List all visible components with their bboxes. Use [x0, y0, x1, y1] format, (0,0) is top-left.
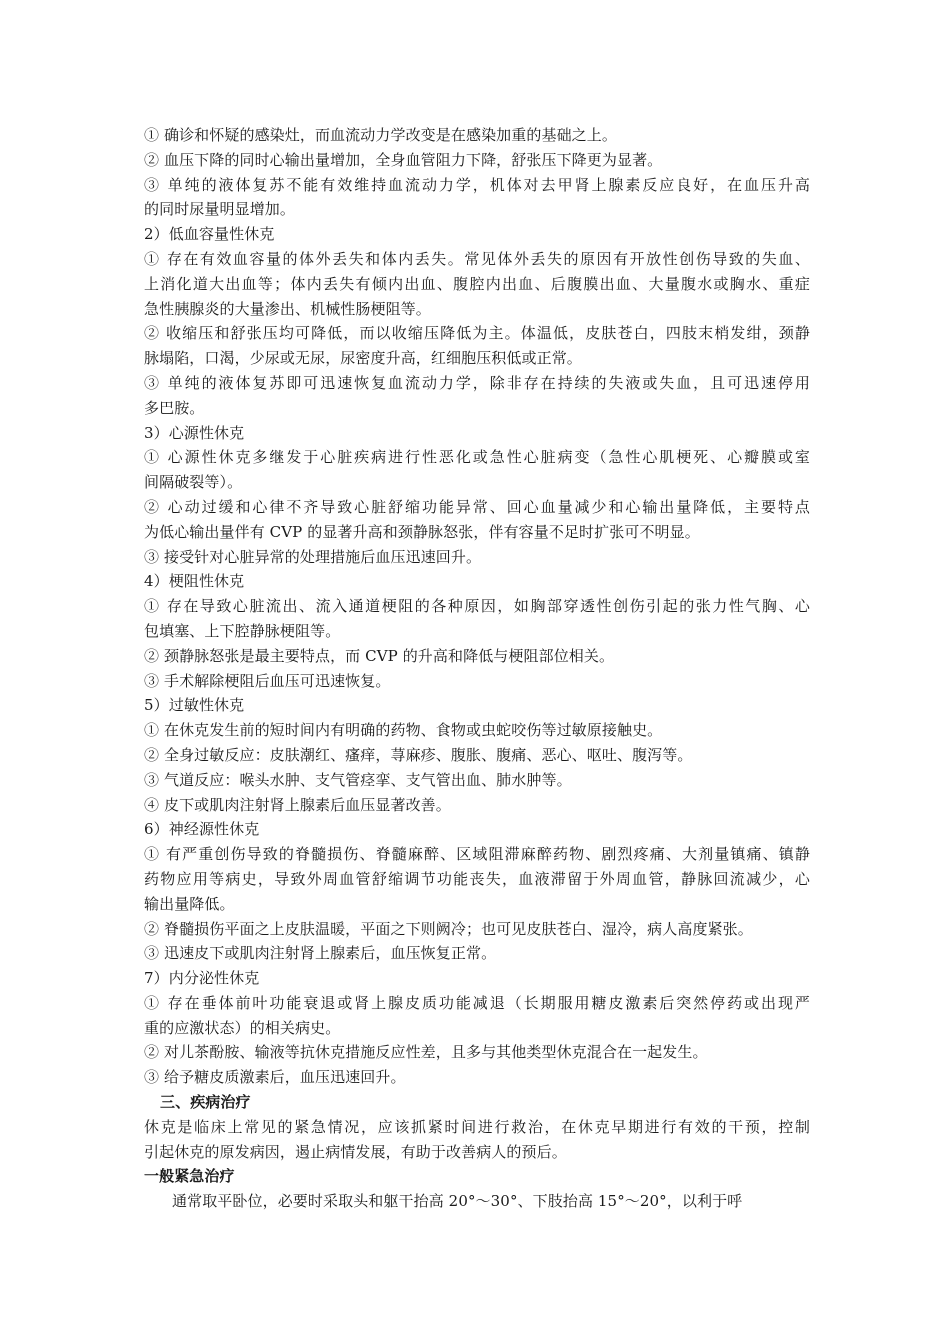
text-line: ③ 气道反应：喉头水肿、支气管痉挛、支气管出血、肺水肿等。 [144, 770, 572, 789]
text-line: 输出量降低。 [144, 894, 235, 913]
chapter-heading: 三、疾病治疗 [160, 1093, 251, 1112]
text-line: ① 确诊和怀疑的感染灶，而血流动力学改变是在感染加重的基础之上。 [144, 126, 617, 144]
section-heading: 3）心源性休克 [144, 423, 245, 442]
text-line: ① 存在导致心脏流出、流入通道梗阻的各种原因，如胸部穿透性创伤引起的张力性气胸、心 [144, 597, 810, 616]
text-line: 多巴胺。 [144, 398, 205, 417]
text-line: ③ 单纯的液体复苏即可迅速恢复血流动力学，除非存在持续的失液或失血，且可迅速停用 [144, 373, 810, 392]
section-heading: 6）神经源性休克 [144, 820, 260, 839]
text-line: ③ 手术解除梗阻后血压可迅速恢复。 [144, 671, 391, 690]
text-line: 脉塌陷，口渴，少尿或无尿，尿密度升高，红细胞压积低或正常。 [144, 349, 582, 368]
text-line: ③ 迅速皮下或肌肉注射肾上腺素后，血压恢复正常。 [144, 944, 497, 963]
text-line: ② 血压下降的同时心输出量增加，全身血管阻力下降，舒张压下降更为显著。 [144, 150, 663, 169]
text-line: 为低心输出量伴有 CVP 的显著升高和颈静脉怒张，伴有容量不足时扩张可不明显。 [144, 522, 700, 541]
text-line: ① 心源性休克多继发于心脏疾病进行性恶化或急性心脏病变（急性心肌梗死、心瓣膜或室 [144, 448, 810, 467]
section-heading: 5）过敏性休克 [144, 696, 245, 715]
subsection-heading: 一般紧急治疗 [144, 1167, 235, 1186]
text-line: ② 收缩压和舒张压均可降低，而以收缩压降低为主。体温低，皮肤苍白，四肢末梢发绀，颈静 [144, 324, 810, 343]
text-line: ③ 给予糖皮质激素后，血压迅速回升。 [144, 1068, 406, 1087]
text-line: ③ 接受针对心脏异常的处理措施后血压迅速回升。 [144, 547, 482, 566]
text-line: ③ 单纯的液体复苏不能有效维持血流动力学，机体对去甲肾上腺素反应良好，在血压升高 [144, 175, 810, 194]
text-line: 间隔破裂等）。 [144, 473, 243, 492]
section-heading: 7）内分泌性休克 [144, 969, 260, 988]
text-line: 急性胰腺炎的大量渗出、机械性肠梗阻等。 [144, 299, 431, 318]
text-line: ② 心动过缓和心律不齐导致心脏舒缩功能异常、回心血量减少和心输出量降低，主要特点 [144, 497, 810, 516]
text-line: ② 全身过敏反应：皮肤潮红、瘙痒，荨麻疹、腹胀、腹痛、恶心、呕吐、腹泻等。 [144, 745, 693, 764]
text-line: 通常取平卧位，必要时采取头和躯干抬高 20°～30°、下肢抬高 15°～20°，以利于呼 [172, 1192, 743, 1211]
text-line: 休克是临床上常见的紧急情况，应该抓紧时间进行救治，在休克早期进行有效的干预，控制 [144, 1117, 810, 1136]
document-body [144, 123, 810, 1214]
text-line: 的同时尿量明显增加。 [144, 200, 296, 219]
text-line: ① 在休克发生前的短时间内有明确的药物、食物或虫蛇咬伤等过敏原接触史。 [144, 721, 663, 740]
text-line: ① 存在有效血容量的体外丢失和体内丢失。常见体外丢失的原因有开放性创伤导致的失血、 [144, 249, 810, 268]
section-heading: 2）低血容量性休克 [144, 225, 275, 244]
text-line: 药物应用等病史，导致外周血管舒缩调节功能丧失，血液滞留于外周血管，静脉回流减少，心 [144, 869, 810, 888]
text-line: 重的应激状态）的相关病史。 [144, 1018, 341, 1037]
section-heading: 4）梗阻性休克 [144, 572, 245, 591]
text-line: 引起休克的原发病因，遏止病情发展，有助于改善病人的预后。 [144, 1142, 567, 1161]
text-line: ② 对儿茶酚胺、输液等抗休克措施反应性差，且多与其他类型休克混合在一起发生。 [144, 1043, 708, 1062]
text-line: ① 有严重创伤导致的脊髓损伤、脊髓麻醉、区域阻滞麻醉药物、剧烈疼痛、大剂量镇痛、镇静 [144, 845, 810, 864]
text-line: 上消化道大出血等；体内丢失有倾内出血、腹腔内出血、后腹膜出血、大量腹水或胸水、重症 [144, 274, 810, 293]
text-line: ④ 皮下或肌肉注射肾上腺素后血压显著改善。 [144, 795, 451, 814]
text-line: ② 颈静脉怒张是最主要特点，而 CVP 的升高和降低与梗阻部位相关。 [144, 646, 615, 665]
text-line: 包填塞、上下腔静脉梗阻等。 [144, 621, 341, 640]
text-line: ② 脊髓损伤平面之上皮肤温暖，平面之下则阙冷；也可见皮肤苍白、湿冷，病人高度紧张。 [144, 919, 753, 938]
text-line: ① 存在垂体前叶功能衰退或肾上腺皮质功能减退（长期服用糖皮激素后突然停药或出现严 [144, 993, 810, 1012]
